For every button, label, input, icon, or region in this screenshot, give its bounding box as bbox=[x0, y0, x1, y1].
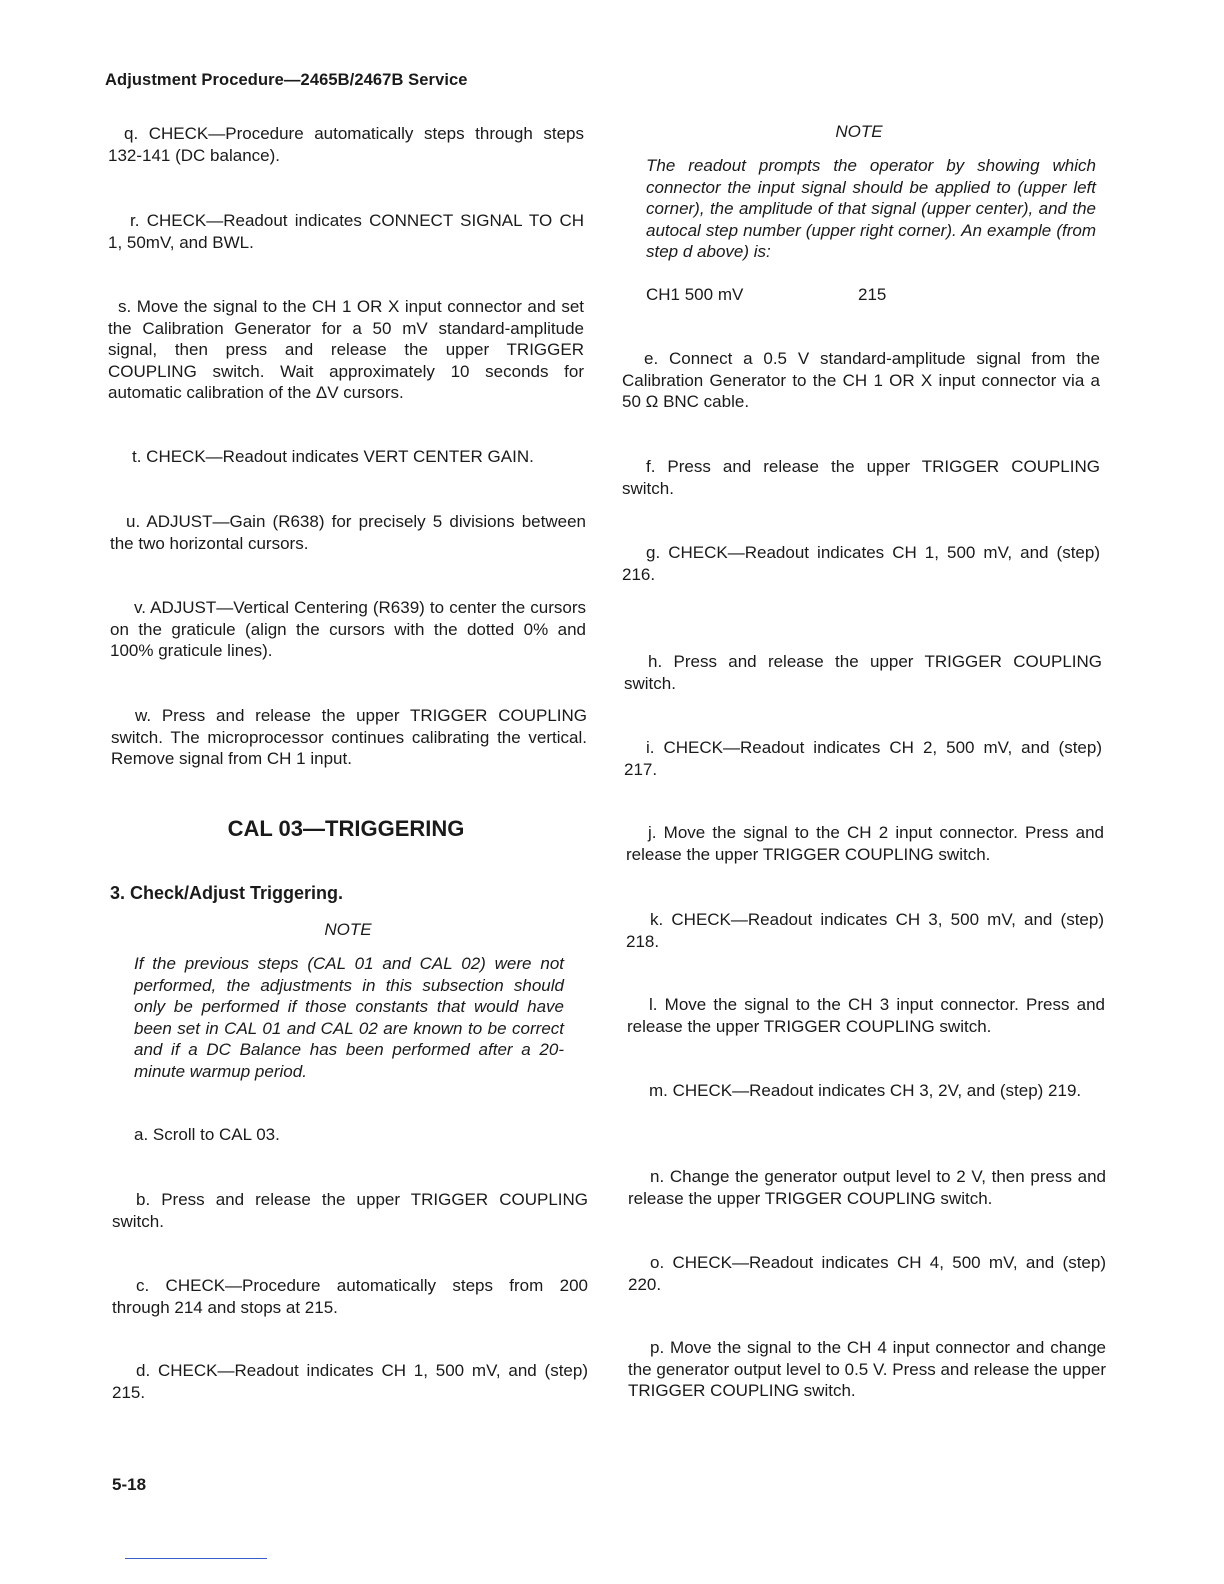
footer-rule bbox=[125, 1558, 267, 1559]
step-w: w. Press and release the upper TRIGGER COUPLING switch. The microprocessor continues calibrating the vertical. Remove signal from CH 1 input. bbox=[111, 706, 587, 768]
step-v: v. ADJUST—Vertical Centering (R639) to center the cursors on the graticule (align the cursors with the dotted 0% and 100% graticule lines). bbox=[110, 598, 586, 660]
step-j: j. Move the signal to the CH 2 input connector. Press and release the upper TRIGGER COUPLING switch. bbox=[626, 823, 1104, 864]
step-t: t. CHECK—Readout indicates VERT CENTER GAIN. bbox=[132, 447, 534, 466]
step-n: n. Change the generator output level to 2 V, then press and release the upper TRIGGER COUPLING switch. bbox=[628, 1167, 1106, 1208]
page-number: 5-18 bbox=[112, 1475, 147, 1494]
note-body: If the previous steps (CAL 01 and CAL 02) were not performed, the adjustments in this subsection should only be performed if those constants that would have been set in CAL 01 and CAL 02 are known to be correct and if a DC Balance has been performed after a 20-minute warmup period. bbox=[134, 954, 564, 1081]
step-p: p. Move the signal to the CH 4 input connector and change the generator output level to 0.5 V. Press and release the upper TRIGGER COUPLING switch. bbox=[628, 1338, 1106, 1400]
step-k: k. CHECK—Readout indicates CH 3, 500 mV, and (step) 218. bbox=[626, 910, 1104, 951]
step-l: l. Move the signal to the CH 3 input connector. Press and release the upper TRIGGER COUPLING switch. bbox=[627, 995, 1105, 1036]
note-body: The readout prompts the operator by showing which connector the input signal should be applied to (upper left corner), the amplitude of that signal (upper center), and the autocal step number (upper right corner). An example (from step d above) is: bbox=[646, 156, 1096, 261]
step-g: g. CHECK—Readout indicates CH 1, 500 mV, and (step) 216. bbox=[622, 543, 1100, 584]
step-d: d. CHECK—Readout indicates CH 1, 500 mV, and (step) 215. bbox=[112, 1361, 588, 1402]
step-m: m. CHECK—Readout indicates CH 3, 2V, and (step) 219. bbox=[649, 1081, 1082, 1100]
step-i: i. CHECK—Readout indicates CH 2, 500 mV, and (step) 217. bbox=[624, 738, 1102, 779]
step-b: b. Press and release the upper TRIGGER COUPLING switch. bbox=[112, 1190, 588, 1231]
step-f: f. Press and release the upper TRIGGER COUPLING switch. bbox=[622, 457, 1100, 498]
page-header: Adjustment Procedure—2465B/2467B Service bbox=[105, 71, 468, 89]
readout-right: 215 bbox=[858, 285, 887, 304]
step-c: c. CHECK—Procedure automatically steps from 200 through 214 and stops at 215. bbox=[112, 1276, 588, 1317]
step-e: e. Connect a 0.5 V standard-amplitude signal from the Calibration Generator to the CH 1 OR X input connector via a 50 Ω BNC cable. bbox=[622, 349, 1100, 411]
note-title: NOTE bbox=[835, 122, 883, 141]
step-a: a. Scroll to CAL 03. bbox=[134, 1125, 280, 1144]
section-title: CAL 03—TRIGGERING bbox=[227, 816, 465, 841]
step-q: q. CHECK—Procedure automatically steps through steps 132-141 (DC balance). bbox=[108, 124, 584, 165]
subsection-title: 3. Check/Adjust Triggering. bbox=[110, 883, 344, 903]
step-s: s. Move the signal to the CH 1 OR X input connector and set the Calibration Generator for a 50 mV standard-amplitude signal, then press and release the upper TRIGGER COUPLING switch. Wait approximately 10 seconds for automatic calibration of the ΔV cursors. bbox=[108, 297, 584, 402]
step-r: r. CHECK—Readout indicates CONNECT SIGNAL TO CH 1, 50mV, and BWL. bbox=[108, 211, 584, 252]
step-u: u. ADJUST—Gain (R638) for precisely 5 divisions between the two horizontal cursors. bbox=[110, 512, 586, 553]
readout-left: CH1 500 mV bbox=[646, 285, 744, 304]
step-h: h. Press and release the upper TRIGGER COUPLING switch. bbox=[624, 652, 1102, 693]
note-title: NOTE bbox=[324, 920, 372, 939]
readout-example bbox=[646, 285, 946, 305]
step-o: o. CHECK—Readout indicates CH 4, 500 mV, and (step) 220. bbox=[628, 1253, 1106, 1294]
